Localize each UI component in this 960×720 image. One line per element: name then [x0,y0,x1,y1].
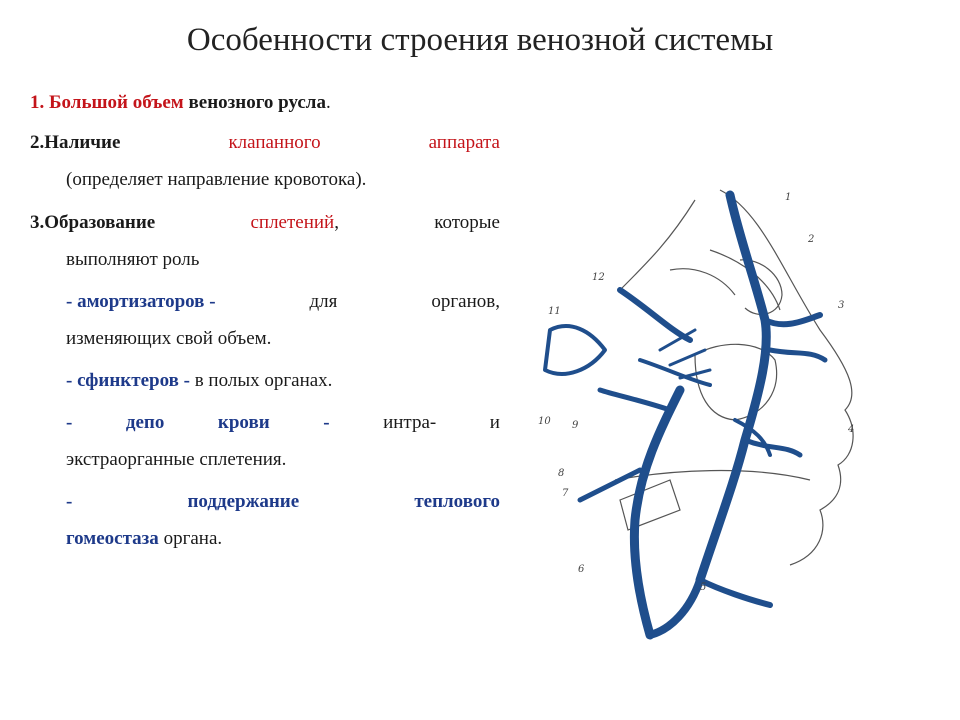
item-1-bold: 1. Большой объем [30,92,184,113]
figure-label-8: 8 [558,468,565,479]
facial-veins-figure [520,180,900,650]
item-7-dash: - [66,491,73,512]
item-4 [66,283,500,320]
item-3-word: которые [434,212,500,233]
item-6-line2: экстраорганные сплетения. [66,449,287,470]
item-6 [66,404,500,441]
item-6-word2: крови [217,412,270,433]
item-4-word1: для [309,291,338,312]
figure-label-7: 7 [562,488,569,499]
item-3 [30,204,500,241]
figure-label-5: 5 [700,582,707,593]
figure-number-labels [538,192,854,593]
item-6-word3: интра- [383,412,437,433]
item-5-blue: - сфинктеров - [66,370,190,391]
item-6-word4: и [489,412,500,433]
item-4-line2: изменяющих свой объем. [66,328,272,349]
figure-label-3: 3 [838,300,845,311]
item-7-blue: гомеостаза [66,528,159,549]
item-1 [30,84,331,121]
item-2-label: 2.Наличие [30,132,121,153]
figure-label-4: 4 [848,424,855,435]
item-3-line2: выполняют роль [66,249,200,270]
item-4-word2: органов, [431,291,500,312]
item-1-dot: . [325,92,331,113]
figure-label-12: 12 [592,272,605,283]
figure-label-6: 6 [578,564,585,575]
item-5 [66,362,332,399]
item-7-line2 [66,520,222,557]
figure-label-9: 9 [572,420,579,431]
item-3-comma: , [334,212,339,233]
head-outline [615,190,853,565]
figure-label-10: 10 [538,416,551,427]
item-2 [30,124,500,161]
vein-network [545,195,825,635]
item-7-word2: теплового [414,491,500,512]
slide-title: Особенности строения венозной системы [186,22,774,58]
figure-label-11: 11 [548,306,561,317]
item-2-line2: (определяет направление кровотока). [66,169,367,190]
item-3-red: сплетений [250,212,335,233]
item-3-label: 3.Образование [30,212,156,233]
item-5-rest: в полых органах. [189,370,333,391]
item-1-rest: венозного русла [183,92,326,113]
item-7-word1: поддержание [187,491,300,512]
item-7-rest: органа. [158,528,223,549]
item-2-word1: клапанного [228,132,321,153]
item-6-dash2: - [323,412,330,433]
item-4-blue: - амортизаторов - [66,291,216,312]
item-6-dash1: - [66,412,73,433]
item-6-word1: депо [125,412,165,433]
item-7 [66,483,500,520]
item-2-word2: аппарата [428,132,500,153]
figure-label-2: 2 [808,234,815,245]
figure-label-1: 1 [785,192,792,203]
